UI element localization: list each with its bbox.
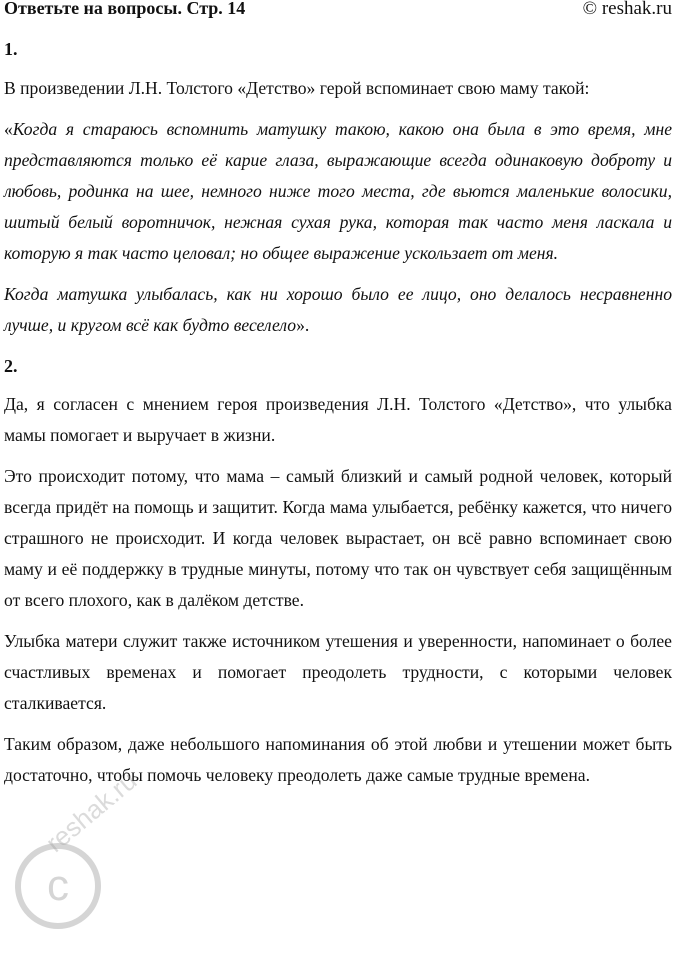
question-2-number: 2. [4,356,18,376]
watermark-text: reshak.ru [40,765,143,858]
answer-paragraph-1: Да, я согласен с мнением героя произведения Л.Н. Толстого «Детство», что улыбка мамы помогает и выручает в жизни. [4,394,672,445]
quote-paragraph-2 [4,279,672,341]
quote-text-1: Когда я стараюсь вспомнить матушку такою, какою она была в это время, мне представляются только её карие глаза, выражающие всегда одинаковую доброту и любовь, родинка на шее, немного ниже того места, где вьются маленькие волосики, шитый белый воротничок, нежная сухая рука, которая так часто меня ласкала и которую я так часто целовал; но общее выражение ускользает от меня. [4,119,672,263]
quote-open-mark: « [4,119,13,139]
question-1-number: 1. [4,39,18,59]
answer-paragraph-2: Это происходит потому, что мама – самый близкий и самый родной человек, который всегда придёт на помощь и защитит. Когда мама улыбается, ребёнку кажется, что ничего страшного не происходит. И когда человек вырастает, он всё равно вспоминает свою маму и её поддержку в трудные минуты, потому что так он чувствует себя защищённым от всего плохого, как в далёком детстве. [4,466,672,610]
site-credit: © reshak.ru [582,0,672,19]
quote-paragraph-1 [4,114,672,269]
quote-close-mark: ». [296,315,310,335]
question-1-intro: В произведении Л.Н. Толстого «Детство» герой вспоминает свою маму такой: [4,78,590,98]
answer-paragraph-4: Таким образом, даже небольшого напоминания об этой любви и утешении может быть достаточно, чтобы помочь человеку преодолеть даже самые трудные времена. [4,734,672,785]
answer-paragraph-3: Улыбка матери служит также источником утешения и уверенности, напоминает о более счастливых временах и помогает преодолеть трудности, с которыми человек сталкивается. [4,631,672,713]
quote-text-2: Когда матушка улыбалась, как ни хорошо было ее лицо, оно делалось несравненно лучше, и кругом всё как будто веселело [4,284,672,335]
svg-text:c: c [47,861,69,910]
page-header [4,0,672,20]
page-title: Ответьте на вопросы. Стр. 14 [4,0,246,18]
